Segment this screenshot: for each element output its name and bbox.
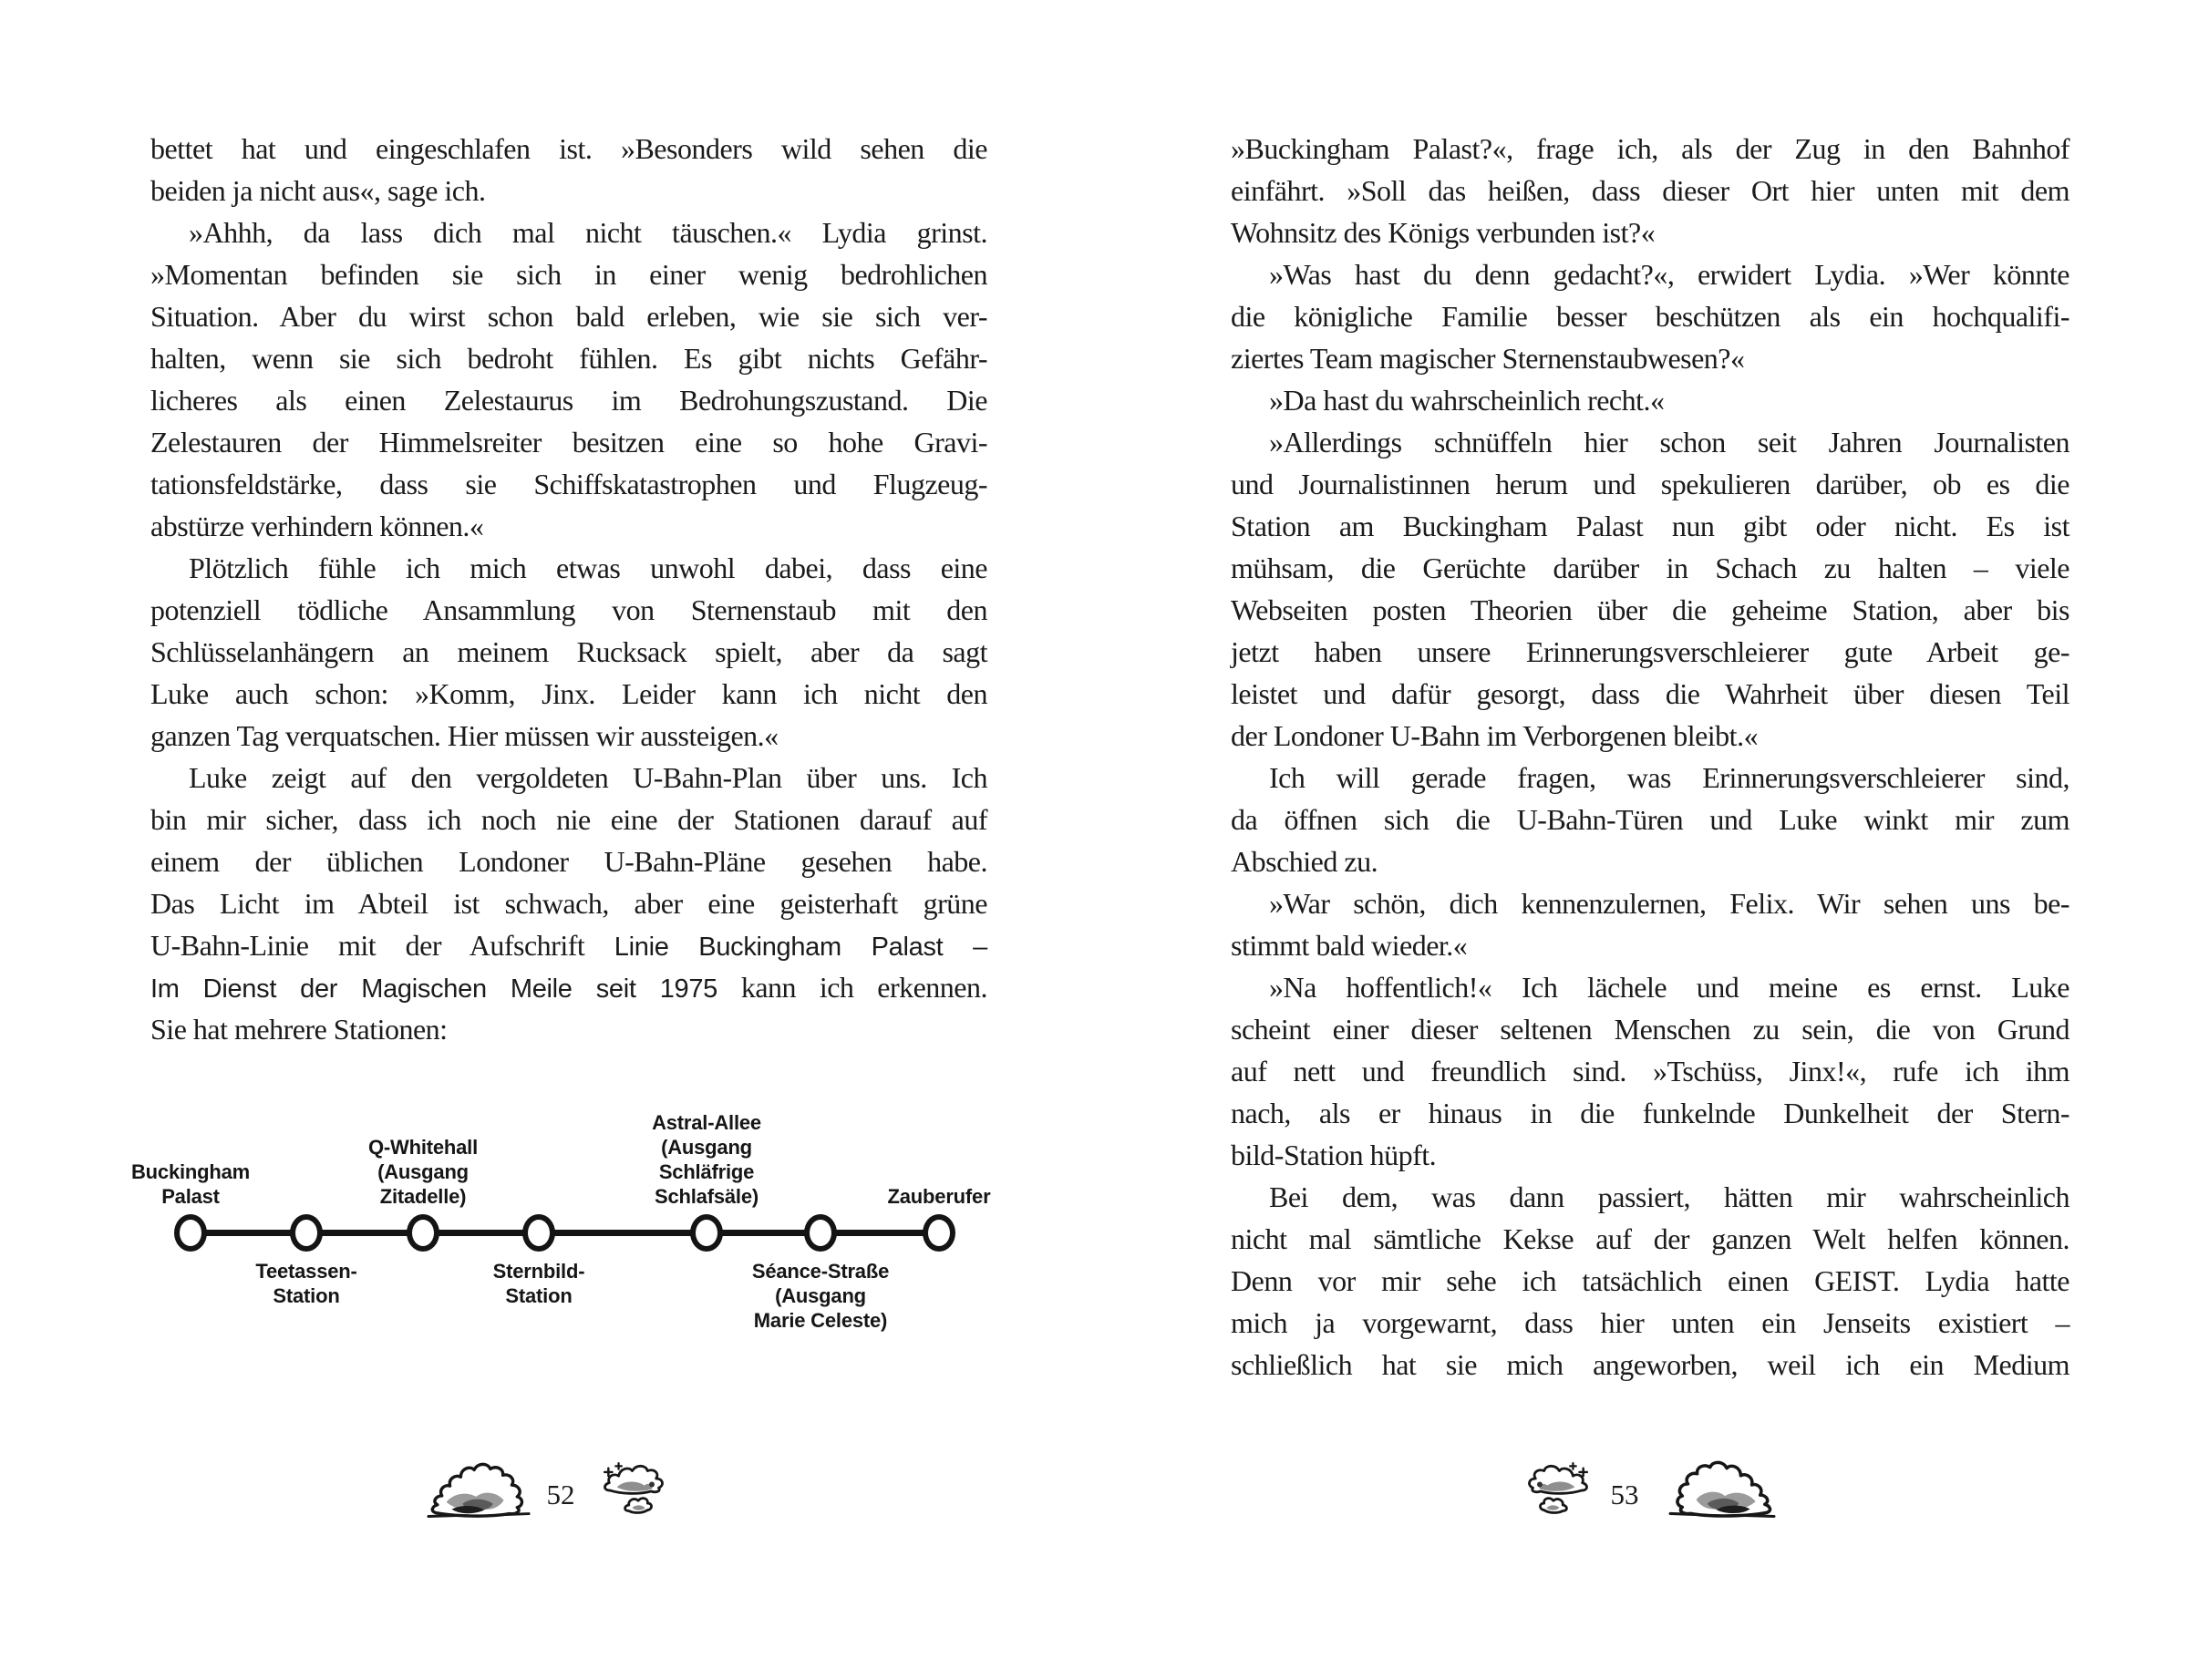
station-label xyxy=(277,1135,569,1209)
text-line: auf nett und freundlich sind. »Tschüss, Jinx!«, rufe ich ihm xyxy=(1231,1055,2069,1087)
text-line: halten, wenn sie sich bedroht fühlen. Es gibt nichts Gefähr- xyxy=(150,342,987,375)
station-label-line: Station xyxy=(273,1284,340,1307)
text-line: Wohnsitz des Königs verbunden ist?« xyxy=(1231,216,1656,249)
bush-doodle-icon xyxy=(427,1457,534,1526)
text-line: nicht mal sämtliche Kekse auf der ganzen Welt helfen können. xyxy=(1231,1222,2069,1255)
sparkle-icon xyxy=(1570,1463,1576,1469)
text-line: einem der üblichen Londoner U-Bahn-Pläne gesehen habe. xyxy=(150,845,987,878)
clouds-doodle-icon xyxy=(600,1458,678,1524)
station-label xyxy=(793,1184,1085,1209)
text-line: bin mir sicher, dass ich noch nie eine der Stationen darauf auf xyxy=(150,803,987,836)
text-line: einfährt. »Soll das heißen, dass dieser Ort hier unten mit dem xyxy=(1231,174,2069,207)
text-line: Luke zeigt auf den vergoldeten U-Bahn-Plan über uns. Ich xyxy=(189,761,987,794)
text-line: »Na hoffentlich!« Ich lächele und meine es ernst. Luke xyxy=(1269,971,2069,1004)
text-line: stimmt bald wieder.« xyxy=(1231,929,1468,962)
station-label-line: Séance-Straße xyxy=(751,1260,890,1283)
station-label-line: Schläfrige xyxy=(658,1160,755,1183)
text-line: der Londoner U-Bahn im Verborgenen bleibt.« xyxy=(1231,719,1759,752)
text-line: »Momentan befinden sie sich in einer wenig bedrohlichen xyxy=(150,258,987,291)
clouds-doodle-icon xyxy=(1513,1458,1592,1524)
text-line: Station am Buckingham Palast nun gibt oder nicht. Es ist xyxy=(1231,510,2069,542)
station-label xyxy=(675,1259,966,1333)
station-label xyxy=(393,1259,685,1308)
text-line: ziertes Team magischer Sternenstaubwesen?« xyxy=(1231,342,1745,375)
right-page-text xyxy=(1231,128,2069,1386)
text-line: Ich will gerade fragen, was Erinnerungsverschleierer sind, xyxy=(1269,761,2069,794)
station-marker xyxy=(690,1214,723,1252)
text-line: jetzt haben unsere Erinnerungsverschleierer gute Arbeit ge- xyxy=(1231,635,2069,668)
text-line: »Ahhh, da lass dich mal nicht täuschen.« Lydia grinst. xyxy=(189,216,987,249)
text-line: beiden ja nicht aus«, sage ich. xyxy=(150,174,486,207)
text-run: Linie Buckingham Palast – xyxy=(614,933,988,962)
station-label-line: Station xyxy=(505,1284,573,1307)
text-line: die königliche Familie besser beschützen als ein hochqualifi- xyxy=(1231,300,2069,333)
station-label-line: Palast xyxy=(161,1185,220,1208)
station-label-line: Marie Celeste) xyxy=(753,1309,888,1332)
text-line: da öffnen sich die U-Bahn-Türen und Luke winkt mir zum xyxy=(1231,803,2069,836)
text-line: Webseiten posten Theorien über die geheime Station, aber bis xyxy=(1231,593,2069,626)
text-line: Situation. Aber du wirst schon bald erleben, wie sie sich ver- xyxy=(150,300,987,333)
station-label-line: Sternbild- xyxy=(492,1260,585,1283)
text-line: Schlüsselanhängern an meinem Rucksack spielt, aber da sagt xyxy=(150,635,987,668)
station-marker xyxy=(290,1214,323,1252)
text-run: Im Dienst der Magischen Meile seit 1975 xyxy=(150,974,718,1004)
station-label-line: (Ausgang xyxy=(775,1284,866,1307)
text-line: schließlich hat sie mich angeworben, weil ich ein Medium xyxy=(1231,1348,2069,1381)
text-line: Plötzlich fühle ich mich etwas unwohl dabei, dass eine xyxy=(189,551,987,584)
station-marker xyxy=(407,1214,439,1252)
text-line: mich ja vorgewarnt, dass hier unten ein Jenseits existiert – xyxy=(1231,1306,2069,1339)
text-line: »Allerdings schnüffeln hier schon seit Jahren Journalisten xyxy=(1269,426,2069,459)
station-label-line: (Ausgang xyxy=(661,1136,752,1159)
station-label-line: Zauberufer xyxy=(887,1185,991,1208)
text-run: U-Bahn-Linie mit der Aufschrift xyxy=(150,929,614,962)
text-line: bild-Station hüpft. xyxy=(1231,1139,1437,1171)
station-label-line: Q-Whitehall xyxy=(367,1136,478,1159)
station-marker xyxy=(923,1214,955,1252)
station-label-line: Teetassen- xyxy=(255,1260,357,1283)
station-marker xyxy=(804,1214,837,1252)
text-line: Das Licht im Abteil ist schwach, aber eine geisterhaft grüne xyxy=(150,887,987,920)
text-line: »Buckingham Palast?«, frage ich, als der Zug in den Bahnhof xyxy=(1231,132,2069,165)
text-line: Sie hat mehrere Stationen: xyxy=(150,1013,448,1046)
text-line: Luke auch schon: »Komm, Jinx. Leider kann ich nicht den xyxy=(150,677,987,710)
text-line: licheres als einen Zelestaurus im Bedrohungszustand. Die xyxy=(150,384,987,417)
text-line: Bei dem, was dann passiert, hätten mir wahrscheinlich xyxy=(1269,1180,2069,1213)
text-line: Abschied zu. xyxy=(1231,845,1378,878)
page-number: 52 xyxy=(546,1479,575,1510)
station-marker xyxy=(174,1214,207,1252)
text-line: bettet hat und eingeschlafen ist. »Besonders wild sehen die xyxy=(150,132,987,165)
text-line: potenziell tödliche Ansammlung von Sternenstaub mit den xyxy=(150,593,987,626)
text-line: »Da hast du wahrscheinlich recht.« xyxy=(1269,384,1665,417)
station-label-line: (Ausgang xyxy=(377,1160,469,1183)
text-line: leistet und dafür gesorgt, dass die Wahrheit über diesen Teil xyxy=(1231,677,2069,710)
text-line: Zelestauren der Himmelsreiter besitzen eine so hohe Gravi- xyxy=(150,426,987,459)
station-label-line: Astral-Allee xyxy=(652,1111,761,1134)
text-line: tationsfeldstärke, dass sie Schiffskatastrophen und Flugzeug- xyxy=(150,468,987,500)
station-label-line: Zitadelle) xyxy=(379,1185,467,1208)
station-marker xyxy=(522,1214,555,1252)
station-label-line: Schlafsäle) xyxy=(655,1185,759,1208)
text-line: »War schön, dich kennenzulernen, Felix. Wir sehen uns be- xyxy=(1269,887,2069,920)
page-number: 53 xyxy=(1610,1479,1639,1510)
bush-doodle-icon xyxy=(1665,1455,1776,1526)
text-line: nach, als er hinaus in die funkelnde Dunkelheit der Stern- xyxy=(1231,1097,2069,1129)
text-line: scheint einer dieser seltenen Menschen zu sein, die von Grund xyxy=(1231,1013,2069,1046)
text-line: abstürze verhindern können.« xyxy=(150,510,484,542)
text-line: ganzen Tag verquatschen. Hier müssen wir aussteigen.« xyxy=(150,719,779,752)
sparkle-icon xyxy=(615,1463,622,1469)
text-run: kann ich erkennen. xyxy=(717,971,988,1004)
station-label-line: Buckingham xyxy=(130,1160,251,1183)
text-line: Denn vor mir sehe ich tatsächlich einen GEIST. Lydia hatte xyxy=(1231,1264,2069,1297)
text-line: mühsam, die Gerüchte darüber in Schach zu halten – viele xyxy=(1231,551,2069,584)
text-line: »Was hast du denn gedacht?«, erwidert Lydia. »Wer könnte xyxy=(1269,258,2069,291)
text-line: und Journalistinnen herum und spekulieren darüber, ob es die xyxy=(1231,468,2069,500)
